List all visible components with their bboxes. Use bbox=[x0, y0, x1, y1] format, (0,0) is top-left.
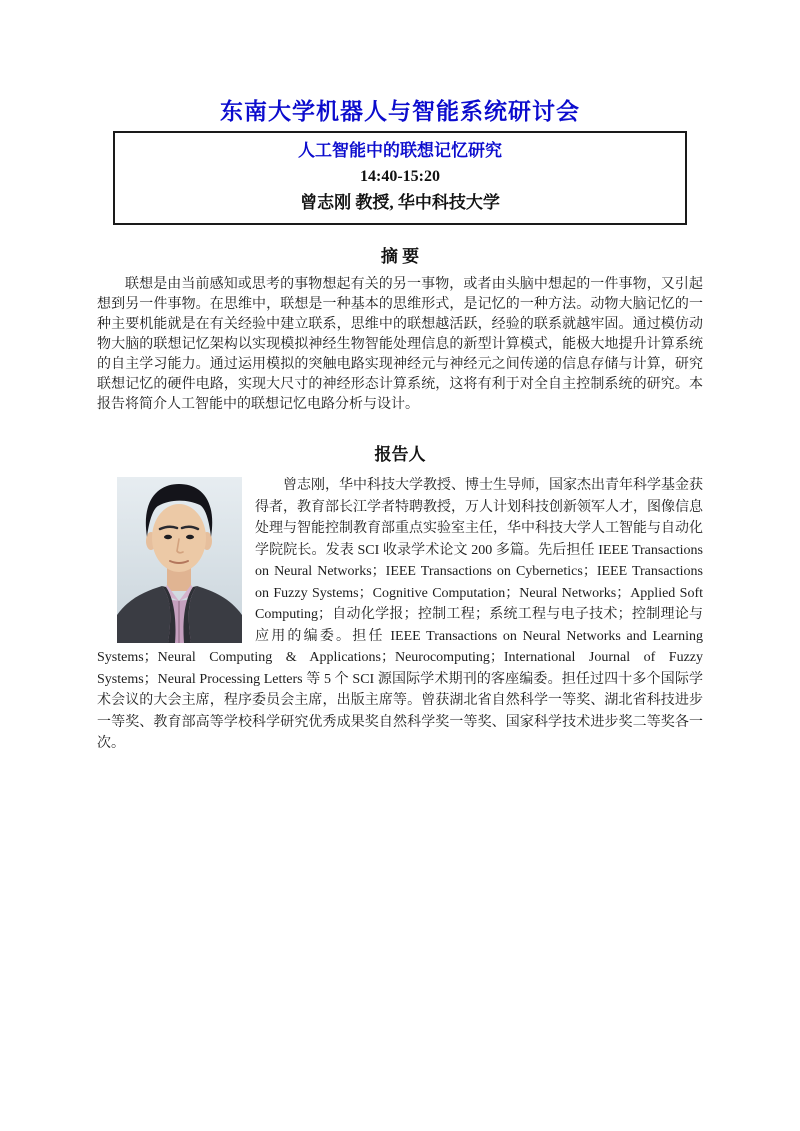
session-info-box bbox=[113, 131, 687, 225]
page-title: 东南大学机器人与智能系统研讨会 bbox=[220, 98, 580, 124]
speaker-bio-section bbox=[97, 475, 703, 755]
talk-title: 人工智能中的联想记忆研究 bbox=[298, 141, 502, 160]
speaker-bio-text: 曾志刚，华中科技大学教授、博士生导师，国家杰出青年科学基金获得者，教育部长江学者特聘教授，万人计划科技创新领军人才，图像信息处理与智能控制教育部重点实验室主任，华中科技大学人工智能与自动化学院院长。发表 SCI 收录学术论文 200 多篇。先后担任 IEEE Transactions on Neural Networks；IEEE Transactions on Cybernetics；IEEE Transactions on Fuzzy Systems；Cognitive Computation；Neural Networks；Applied Soft Computing；自动化学报；控制工程；系统工程与电子技术；控制理论与应用的编委。担任 IEEE Transactions on Neural Networks and Learning Systems；Neural Computing & Applications；Neurocomputing；International Journal of Fuzzy Systems；Neural Processing Letters 等 5 个 SCI 源国际学术期刊的客座编委。担任过四十多个国际学术会议的大会主席，程序委员会主席，出版主席等。曾获湖北省自然科学一等奖、湖北省科技进步一等奖、教育部高等学校科学研究优秀成果奖自然科学奖一等奖、国家科学技术进步奖二等奖各一次。 bbox=[97, 478, 703, 751]
talk-time: 14:40-15:20 bbox=[360, 168, 440, 185]
speaker-heading: 报告人 bbox=[374, 445, 426, 464]
speaker-portrait-photo bbox=[117, 477, 242, 643]
talk-speaker-line: 曾志刚 教授, 华中科技大学 bbox=[300, 193, 500, 212]
abstract-body: 联想是由当前感知或思考的事物想起有关的另一事物，或者由头脑中想起的一件事物，又引起想到另一件事物。在思维中，联想是一种基本的思维形式，是记忆的一种方法。动物大脑记忆的一种主要机能就是在有关经验中建立联系，思维中的联想越活跃，经验的联系就越牢固。通过模仿动物大脑的联想记忆架构以实现模拟神经生物智能处理信息的新型计算模式，能极大地提升计算系统的自主学习能力。通过运用模拟的突触电路实现神经元与神经元之间传递的信息存储与计算，研究联想记忆的硬件电路，实现大尺寸的神经形态计算系统，这将有利于对全自主控制系统的研究。本报告将简介人工智能中的联想记忆电路分析与设计。 bbox=[97, 277, 703, 412]
abstract-heading: 摘 要 bbox=[380, 247, 420, 266]
speaker-portrait-illustration bbox=[117, 477, 242, 643]
